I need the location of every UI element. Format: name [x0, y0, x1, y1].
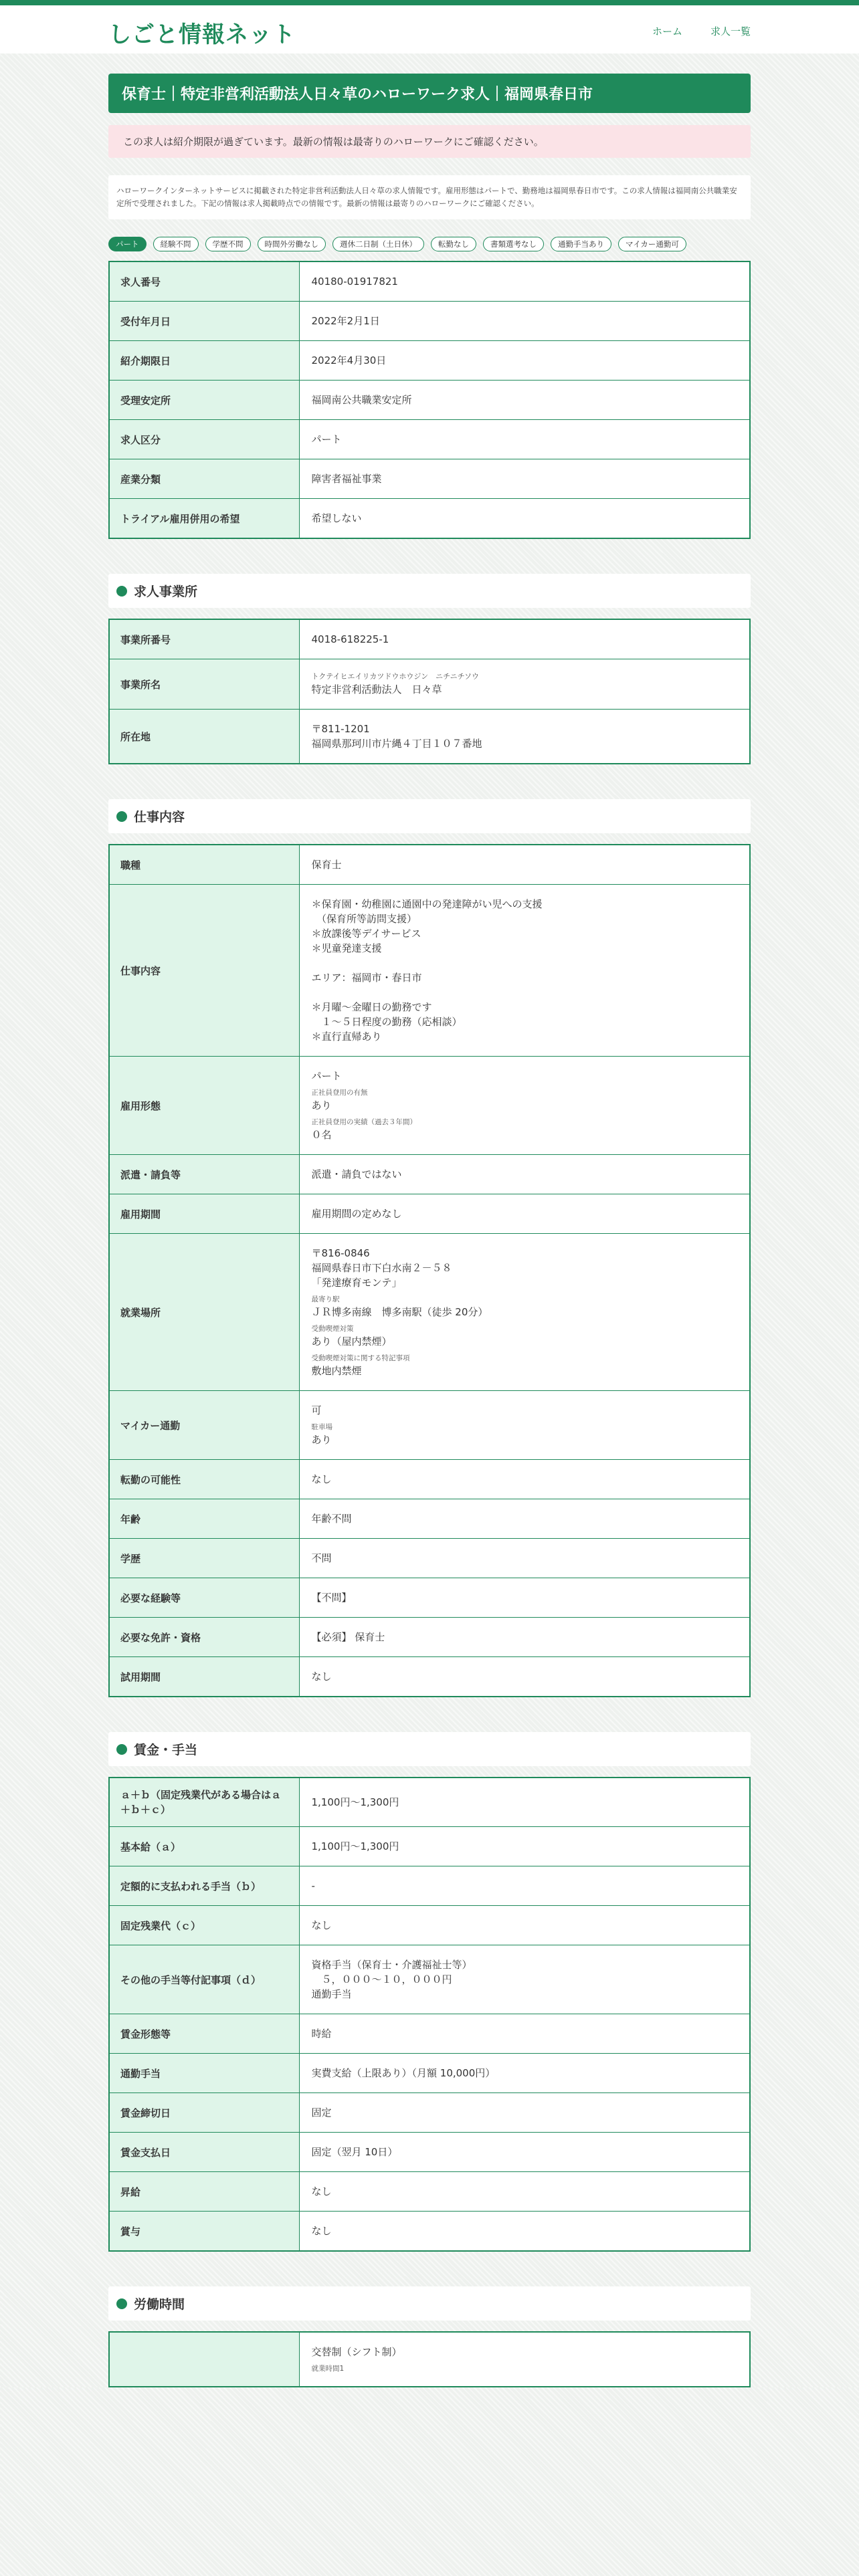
- row-value: 2022年2月1日: [299, 302, 750, 341]
- row-value: 年齢不問: [299, 1499, 750, 1539]
- row-value: 障害者福祉事業: [299, 459, 750, 499]
- sub-label: 最寄り駅: [311, 1295, 340, 1303]
- row-label: 賃金形態等: [109, 2014, 299, 2054]
- row-label: 昇給: [109, 2172, 299, 2212]
- table-row: [109, 845, 750, 885]
- row-value: -: [299, 1866, 750, 1906]
- nav-job-list-link[interactable]: 求人一覧: [710, 25, 751, 37]
- row-value: 希望しない: [299, 499, 750, 539]
- bullet-dot-icon: [116, 586, 127, 597]
- row-label: 基本給（ａ）: [109, 1827, 299, 1866]
- section-heading-text: 仕事内容: [134, 810, 185, 825]
- row-label: 受理安定所: [109, 381, 299, 420]
- table-row: [109, 1234, 750, 1391]
- table-row: [109, 1778, 750, 1827]
- row-value: 4018-618225-1: [299, 619, 750, 659]
- row-label: トライアル雇用併用の希望: [109, 499, 299, 539]
- table-row: [109, 499, 750, 539]
- row-value: パート: [299, 420, 750, 459]
- basic-info-table: [108, 261, 751, 539]
- tag: 転勤なし: [431, 237, 476, 251]
- row-value: 固定（翌月 10日）: [299, 2133, 750, 2172]
- table-row: [109, 2054, 750, 2093]
- table-row: [109, 1827, 750, 1866]
- table-row: [109, 1499, 750, 1539]
- table-row: [109, 1391, 750, 1460]
- row-value: 資格手当（保育士・介護福祉士等） ５，０００〜１０，０００円 通勤手当: [299, 1945, 750, 2014]
- table-row: [109, 261, 750, 302]
- row-value: 【不問】: [299, 1578, 750, 1618]
- section-heading-text: 賃金・手当: [134, 1743, 198, 1757]
- page-title: 保育士｜特定非営利活動法人日々草のハローワーク求人｜福岡県春日市: [108, 74, 751, 113]
- row-label: 就業場所: [109, 1234, 299, 1391]
- table-row: [109, 302, 750, 341]
- row-label: 学歴: [109, 1539, 299, 1578]
- sub-value: ０名: [311, 1129, 332, 1141]
- row-label: 受付年月日: [109, 302, 299, 341]
- row-label: 固定残業代（ｃ）: [109, 1906, 299, 1945]
- section-heading-job: [108, 799, 751, 833]
- row-value: ＊保育園・幼稚園に通園中の発達障がい児への支援 （保育所等訪問支援） ＊放課後等デイサービス ＊児童発達支援 エリア：福岡市・春日市 ＊月曜〜金曜日の勤務です １〜５日程度の勤務（応相談） ＊直行直帰あり: [299, 885, 750, 1057]
- row-value: [299, 1234, 750, 1391]
- row-label: 通勤手当: [109, 2054, 299, 2093]
- row-value: 【必須】 保育士: [299, 1618, 750, 1657]
- sub-value: 敷地内禁煙: [311, 1365, 362, 1377]
- tag: 書類選考なし: [483, 237, 544, 251]
- tag: 週休二日制（土日休）: [332, 237, 424, 251]
- table-row: [109, 2332, 750, 2387]
- table-row: [109, 2212, 750, 2252]
- table-row: [109, 1866, 750, 1906]
- row-label: 必要な経験等: [109, 1578, 299, 1618]
- row-value: [299, 1391, 750, 1460]
- table-row: [109, 2172, 750, 2212]
- table-row: [109, 2014, 750, 2054]
- section-heading-hours: [108, 2286, 751, 2321]
- row-label: 事業所名: [109, 659, 299, 710]
- header-nav: [652, 24, 751, 38]
- table-row: [109, 2093, 750, 2133]
- tag: 通勤手当あり: [551, 237, 611, 251]
- table-row: [109, 1057, 750, 1155]
- sub-value: あり（屋内禁煙）: [311, 1335, 392, 1348]
- row-value: 実費支給（上限あり）（月額 10,000円）: [299, 2054, 750, 2093]
- tag: 学歴不問: [205, 237, 251, 251]
- row-value: 保育士: [299, 845, 750, 885]
- row-label: 産業分類: [109, 459, 299, 499]
- bullet-dot-icon: [116, 811, 127, 822]
- table-row: [109, 1657, 750, 1697]
- row-value: 〒811-1201 福岡県那珂川市片縄４丁目１０７番地: [299, 710, 750, 764]
- table-row: [109, 1460, 750, 1499]
- row-value: [299, 2332, 750, 2387]
- employment-type: パート: [311, 1070, 342, 1082]
- row-label: ａ＋ｂ（固定残業代がある場合はａ＋ｂ＋ｃ）: [109, 1778, 299, 1827]
- sub-label: 就業時間1: [311, 2365, 345, 2373]
- table-row: [109, 459, 750, 499]
- tag-list: [108, 237, 751, 251]
- row-value: 雇用期間の定めなし: [299, 1194, 750, 1234]
- row-label: マイカー通勤: [109, 1391, 299, 1460]
- table-row: [109, 1618, 750, 1657]
- row-label: 雇用期間: [109, 1194, 299, 1234]
- row-value: なし: [299, 2212, 750, 2252]
- mycar-value: 可: [311, 1404, 322, 1416]
- row-value: 派遣・請負ではない: [299, 1155, 750, 1194]
- row-label: 求人区分: [109, 420, 299, 459]
- row-value: 2022年4月30日: [299, 341, 750, 381]
- table-row: [109, 341, 750, 381]
- row-value: 40180-01917821: [299, 261, 750, 302]
- section-heading-text: 求人事業所: [134, 584, 198, 599]
- row-value: 不問: [299, 1539, 750, 1578]
- table-row: [109, 1155, 750, 1194]
- row-value: 福岡南公共職業安定所: [299, 381, 750, 420]
- main-content: [108, 53, 751, 2387]
- table-row: [109, 619, 750, 659]
- sub-label: 正社員登用の有無: [311, 1089, 368, 1097]
- site-logo[interactable]: しごと情報ネット: [108, 21, 296, 48]
- row-label: 年齢: [109, 1499, 299, 1539]
- row-value: 1,100円〜1,300円: [299, 1827, 750, 1866]
- table-row: [109, 1906, 750, 1945]
- row-value: [299, 659, 750, 710]
- table-row: [109, 420, 750, 459]
- tag-part: パート: [108, 237, 147, 251]
- row-label: 仕事内容: [109, 885, 299, 1057]
- row-label: 派遣・請負等: [109, 1155, 299, 1194]
- table-row: [109, 381, 750, 420]
- table-row: [109, 659, 750, 710]
- row-label: 事業所番号: [109, 619, 299, 659]
- office-name: 特定非営利活動法人 日々草: [311, 683, 442, 695]
- row-value: 固定: [299, 2093, 750, 2133]
- section-heading-office: [108, 574, 751, 608]
- row-value: 時給: [299, 2014, 750, 2054]
- table-row: [109, 2133, 750, 2172]
- sub-label: 正社員登用の実績（過去３年間）: [311, 1118, 417, 1126]
- row-label: [109, 2332, 299, 2387]
- row-label: 試用期間: [109, 1657, 299, 1697]
- row-value: なし: [299, 1906, 750, 1945]
- row-value: なし: [299, 2172, 750, 2212]
- row-label: 求人番号: [109, 261, 299, 302]
- table-row: [109, 1578, 750, 1618]
- row-label: 賞与: [109, 2212, 299, 2252]
- sub-value: あり: [311, 1434, 332, 1446]
- row-label: 雇用形態: [109, 1057, 299, 1155]
- shift-type: 交替制（シフト制）: [311, 2346, 402, 2358]
- table-row: [109, 1194, 750, 1234]
- sub-value: ＪＲ博多南線 博多南駅（徒歩 20分）: [311, 1306, 488, 1318]
- row-value: 1,100円〜1,300円: [299, 1778, 750, 1827]
- row-label: 紹介期限日: [109, 341, 299, 381]
- table-row: [109, 1945, 750, 2014]
- row-value: なし: [299, 1460, 750, 1499]
- row-label: 賃金締切日: [109, 2093, 299, 2133]
- table-row: [109, 710, 750, 764]
- table-row: [109, 885, 750, 1057]
- sub-value: あり: [311, 1099, 332, 1111]
- top-accent-line: [0, 0, 859, 5]
- sub-label: 受動喫煙対策: [311, 1325, 354, 1333]
- section-heading-wage: [108, 1732, 751, 1766]
- bullet-dot-icon: [116, 2298, 127, 2309]
- row-label: 賃金支払日: [109, 2133, 299, 2172]
- site-header: [0, 5, 859, 53]
- tag: マイカー通勤可: [618, 237, 686, 251]
- section-heading-text: 労働時間: [134, 2297, 185, 2312]
- row-label: 必要な免許・資格: [109, 1618, 299, 1657]
- row-label: 所在地: [109, 710, 299, 764]
- row-label: 定額的に支払われる手当（ｂ）: [109, 1866, 299, 1906]
- tag: 時間外労働なし: [258, 237, 326, 251]
- intro-text: ハローワークインターネットサービスに掲載された特定非営利活動法人日々草の求人情報です。雇用形態はパートで、勤務地は福岡県春日市です。この求人情報は福岡南公共職業安定所で受理されました。下記の情報は求人掲載時点での情報です。最新の情報は最寄りのハローワークにご確認ください。: [108, 175, 751, 219]
- row-label: 職種: [109, 845, 299, 885]
- row-value: なし: [299, 1657, 750, 1697]
- row-label: 転勤の可能性: [109, 1460, 299, 1499]
- job-table: [108, 844, 751, 1697]
- sub-label: 受動喫煙対策に関する特記事項: [311, 1354, 410, 1362]
- office-table: [108, 619, 751, 764]
- wage-table: [108, 1777, 751, 2252]
- nav-home-link[interactable]: ホーム: [652, 25, 682, 37]
- sub-label: 駐車場: [311, 1423, 332, 1431]
- expired-notice: この求人は紹介期限が過ぎています。最新の情報は最寄りのハローワークにご確認ください。: [108, 125, 751, 158]
- hours-table: [108, 2331, 751, 2387]
- row-label: その他の手当等付記事項（ｄ）: [109, 1945, 299, 2014]
- office-name-ruby: トクテイヒエイリカツドウホウジン ニチニチソウ: [311, 672, 480, 681]
- bullet-dot-icon: [116, 1744, 127, 1755]
- workplace-address: 〒816-0846 福岡県春日市下白水南２－５８ 「発達療育モンテ」: [311, 1247, 452, 1289]
- table-row: [109, 1539, 750, 1578]
- tag: 経験不問: [153, 237, 199, 251]
- row-value: [299, 1057, 750, 1155]
